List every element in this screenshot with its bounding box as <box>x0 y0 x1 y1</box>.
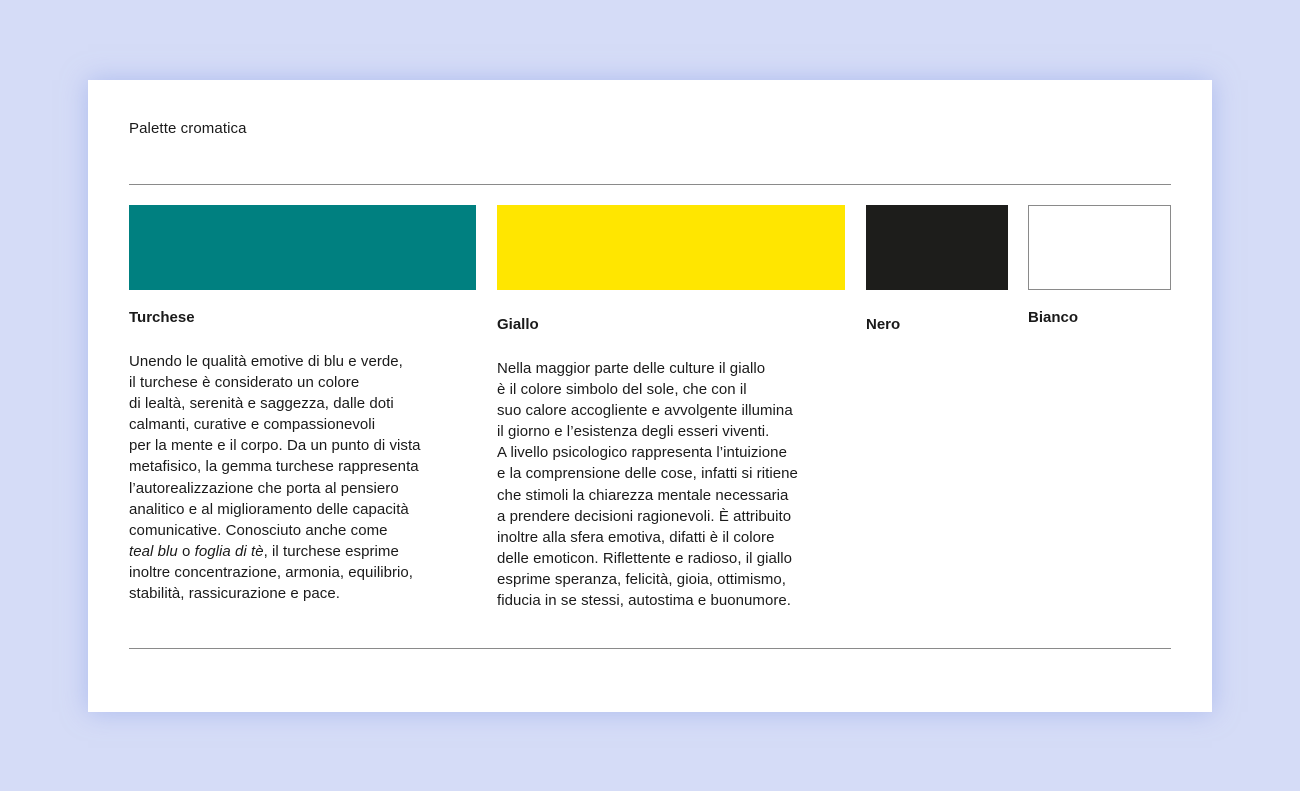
description-text: , il turchese esprime inoltre concentrazione, armonia, equilibrio, stabilità, rassicurazione e pace. <box>129 542 414 603</box>
description-text: Unendo le qualità emotive di blu e verde, il turchese è considerato un colore di lealtà, serenità e saggezza, dalle doti calmanti, curative e compassionevoli per la mente e il corpo. Da un punto di vista metafisico, la gemma turchese rappresenta l’autorealizzazione che porta al pensiero analitico e al miglioramento delle capacità comunicative. Conosciuto anche come <box>129 353 421 539</box>
description-italic: teal blu <box>129 542 178 560</box>
description-italic: foglia di tè <box>194 542 264 560</box>
swatch-turchese <box>129 205 476 290</box>
color-column-giallo <box>497 205 845 610</box>
swatch-nero <box>866 205 1008 290</box>
swatch-bianco <box>1028 205 1171 290</box>
color-column-turchese <box>129 205 476 603</box>
color-name: Turchese <box>129 309 195 326</box>
palette-card <box>88 80 1212 712</box>
color-name: Nero <box>866 316 901 333</box>
description-text: o <box>177 542 195 560</box>
color-description: Nella maggior parte delle culture il giallo è il colore simbolo del sole, che con il suo calore accogliente e avvolgente illumina il giorno e l’esistenza degli esseri viventi. A livello psicologico rappresenta l’intuizione e la comprensione delle cose, infatti si ritiene che stimoli la chiarezza mentale necessaria a prendere decisioni ragionevoli. È attribuito inoltre alla sfera emotiva, difatti è il colore delle emoticon. Riflettente e radioso, il giallo esprime speranza, felicità, gioia, ottimismo, fiducia in se stessi, autostima e buonumore. <box>497 360 798 610</box>
color-column-bianco <box>1028 205 1171 326</box>
bottom-divider <box>129 648 1171 649</box>
color-description <box>129 351 476 604</box>
color-name: Bianco <box>1028 309 1079 326</box>
swatch-giallo <box>497 205 845 290</box>
color-column-nero <box>866 205 1008 333</box>
top-divider <box>129 184 1171 185</box>
color-name: Giallo <box>497 316 539 333</box>
page-title: Palette cromatica <box>129 120 247 137</box>
